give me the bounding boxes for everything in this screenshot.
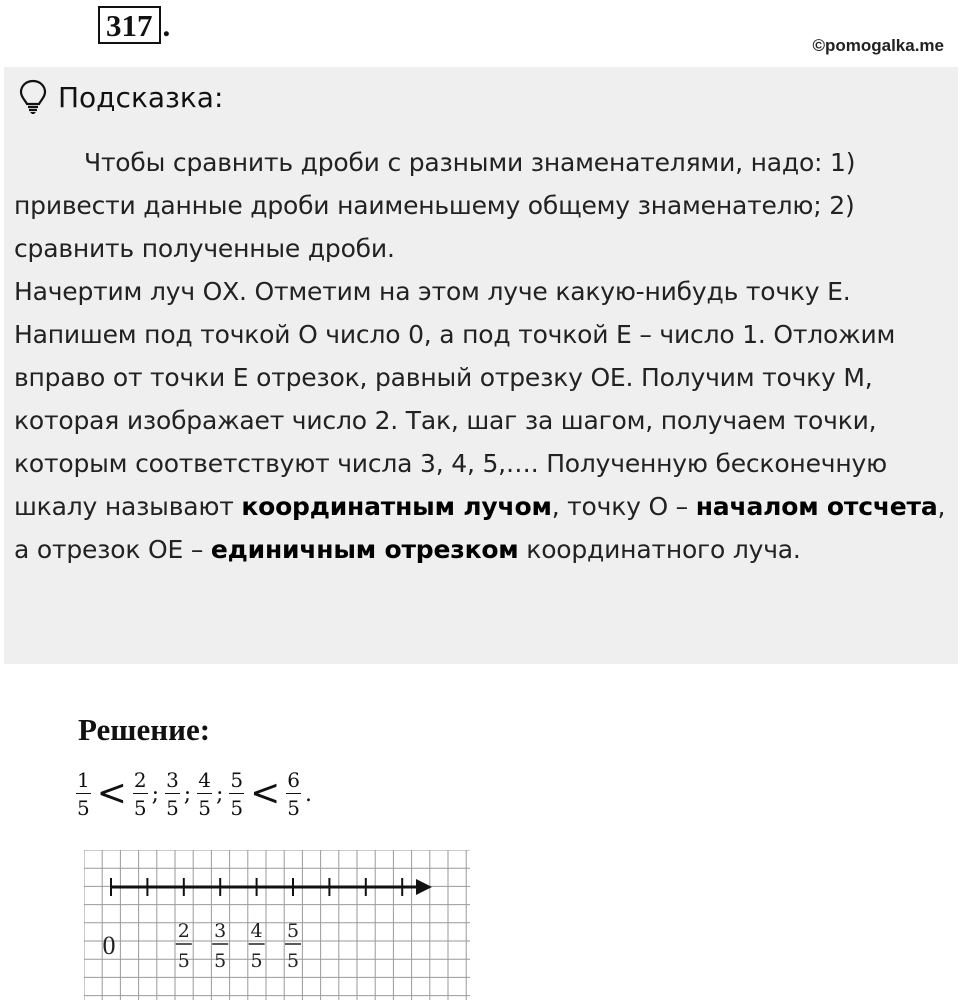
fraction-denominator: 5: [133, 793, 148, 818]
task-number-dot: .: [162, 8, 171, 43]
term-unit-segment: единичным отрезком: [210, 535, 519, 564]
comparison-operator: <: [250, 773, 281, 814]
fraction: [165, 770, 180, 818]
watermark: ©pomogalka.me: [812, 36, 944, 55]
term-coordinate-ray: координатным лучом: [241, 492, 552, 521]
fraction-inequality: [76, 770, 318, 818]
separator: .: [305, 781, 313, 807]
fraction-denominator: 5: [165, 793, 180, 818]
tick-label-denominator: 5: [286, 950, 300, 972]
tick-label-denominator: 5: [250, 950, 263, 972]
zero-label: 0: [102, 931, 116, 960]
hint-title: [18, 79, 223, 115]
tick-label-numerator: 5: [286, 920, 300, 942]
fraction-numerator: 6: [287, 768, 301, 792]
task-number: [98, 6, 170, 44]
hint-text-part-3: , а отрезок ОЕ –: [14, 492, 946, 564]
number-line-grid: [84, 850, 470, 1004]
fraction: [197, 770, 212, 818]
fraction-denominator: 5: [76, 793, 91, 818]
hint-panel: [4, 67, 958, 664]
number-line-figure: [84, 850, 470, 1000]
tick-label-numerator: 2: [177, 920, 190, 942]
separator: ;: [215, 781, 224, 807]
fraction-denominator: 5: [197, 793, 212, 818]
hint-paragraph-2: [14, 270, 950, 571]
separator: ;: [151, 781, 160, 807]
hint-text-part-2: , точку О –: [551, 492, 696, 521]
hint-text: [14, 141, 950, 571]
lightbulb-icon: [18, 79, 48, 115]
fraction-numerator: 5: [230, 768, 244, 792]
fraction: [76, 770, 91, 818]
fraction-numerator: 4: [198, 768, 211, 792]
fraction-numerator: 2: [133, 768, 147, 792]
hint-text-part-1: Начертим луч ОХ. Отметим на этом луче какую-нибудь точку Е. Напишем под точкой О число 0, а под точкой Е – число 1. Отложим вправо от точки Е отрезок, равный отрезку ОЕ. Получим точку М, которая изображает число 2. Так, шаг за шагом, получаем точки, которым соответствуют числа 3, 4, 5,…. Полученную бесконечную шкалу называют: [14, 277, 896, 521]
fraction: [133, 770, 148, 818]
comparison-operator: <: [96, 773, 127, 814]
fraction-denominator: 5: [229, 793, 244, 818]
tick-label-denominator: 5: [177, 950, 190, 972]
tick-label-denominator: 5: [214, 950, 227, 972]
fraction-numerator: 1: [77, 768, 90, 792]
separator: ;: [183, 781, 192, 807]
task-number-box: 317: [98, 6, 161, 44]
fraction: [229, 770, 244, 818]
solution-title: Решение:: [78, 712, 211, 747]
hint-title-text: Подсказка:: [58, 80, 224, 114]
tick-label-numerator: 4: [250, 920, 263, 942]
fraction-denominator: 5: [286, 793, 301, 818]
fraction-numerator: 3: [166, 768, 179, 792]
term-origin: началом отсчета: [695, 492, 938, 521]
tick-label-numerator: 3: [214, 920, 227, 942]
hint-text-part-4: координатного луча.: [518, 535, 801, 564]
hint-paragraph-1: Чтобы сравнить дроби с разными знаменателями, надо: 1) привести данные дроби наименьшему общему знаменателю; 2) сравнить полученные дроби.: [14, 148, 856, 263]
fraction: [286, 770, 301, 818]
